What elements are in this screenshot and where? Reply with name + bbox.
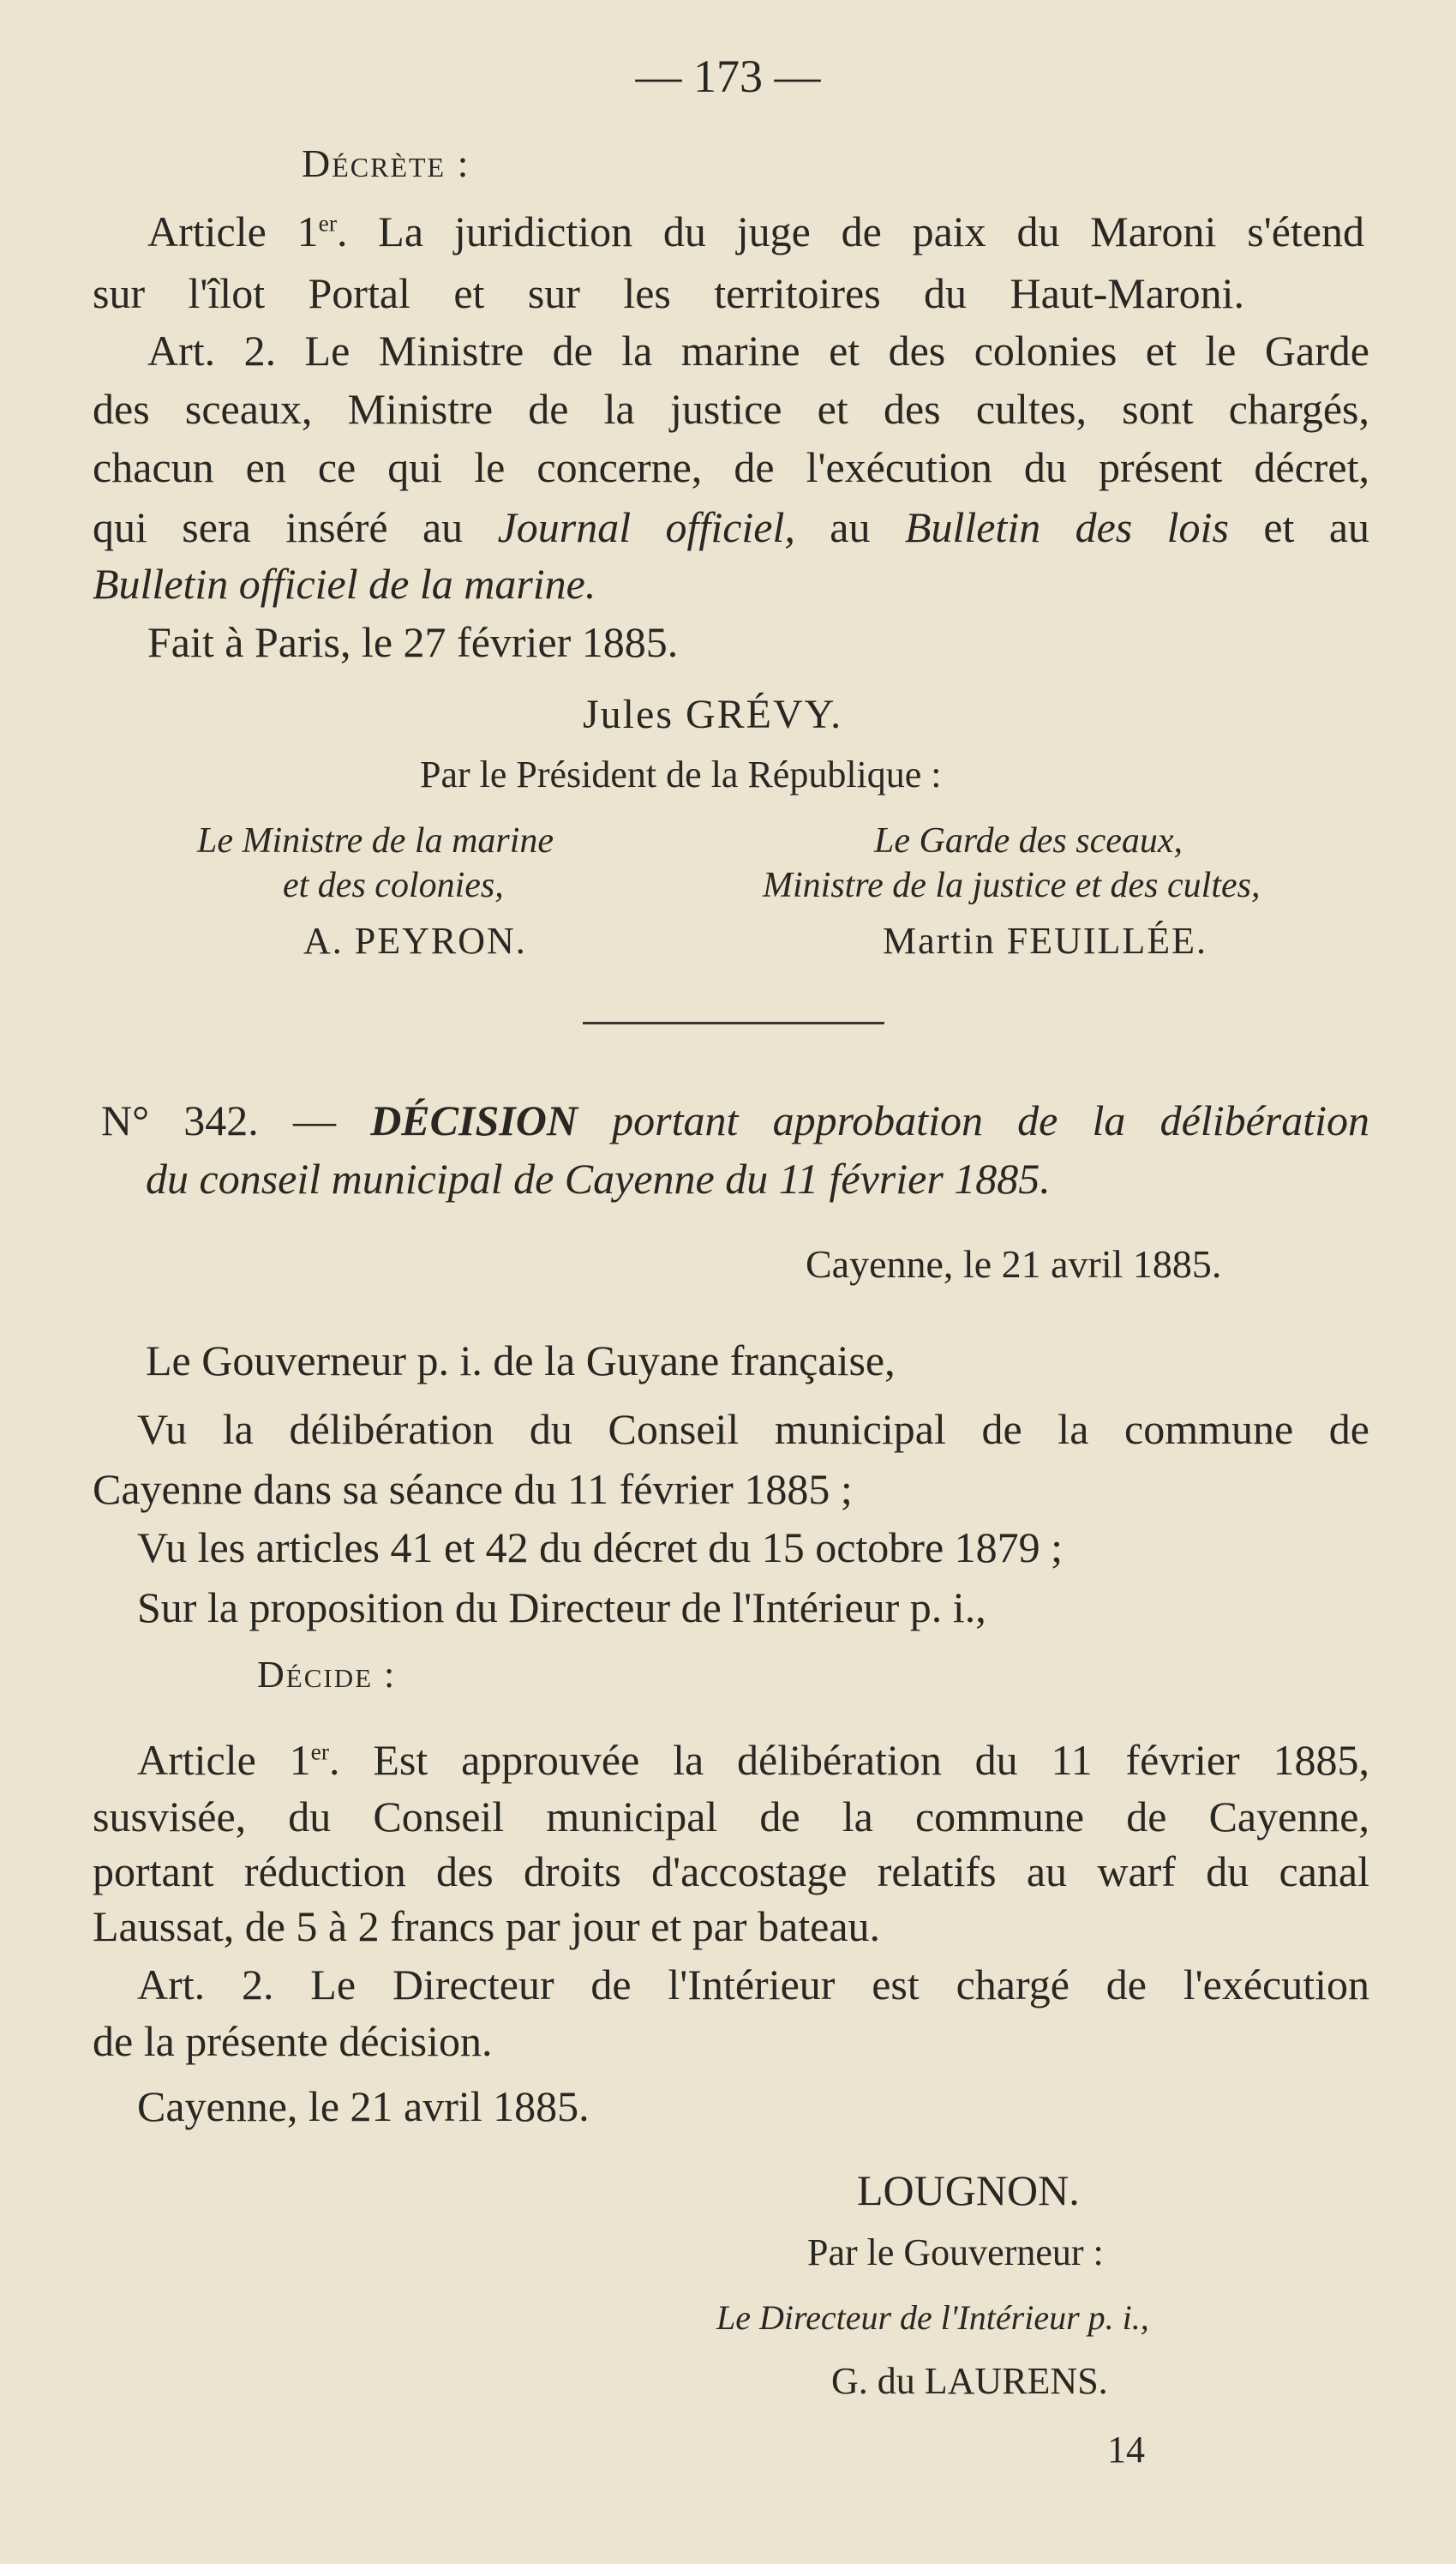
director-name: G. du LAURENS. xyxy=(831,2360,1108,2402)
consideration-1-line1: Vu la délibération du Conseil municipal de la commune de xyxy=(137,1405,1369,1453)
director-title: Le Directeur de l'Intérieur p. i., xyxy=(716,2298,1149,2337)
decision-article1-prefix: Article 1 xyxy=(137,1736,311,1784)
decree-article2-line1: Art. 2. Le Ministre de la marine et des colonies et le Garde xyxy=(147,327,1369,375)
left-sig-name: A. PEYRON. xyxy=(303,920,527,962)
decision-article2-line1: Art. 2. Le Directeur de l'Intérieur est chargé de l'exécution xyxy=(137,1961,1369,2009)
by-president: Par le Président de la République : xyxy=(420,754,942,796)
right-sig-title2: Ministre de la justice et des cultes, xyxy=(763,866,1261,905)
decision-signatory: LOUGNON. xyxy=(857,2166,1080,2214)
decree-line4-a: qui sera inséré au xyxy=(93,503,464,551)
decision-heading-rest: portant approbation de la délibération xyxy=(612,1096,1370,1144)
decision-heading-line2: du conseil municipal de Cayenne du 11 février 1885. xyxy=(146,1155,1051,1203)
decree-article1-rest: . La juridiction du juge de paix du Maroni s'étend xyxy=(337,207,1364,255)
decision-article1-line4: Laussat, de 5 à 2 francs par jour et par bateau. xyxy=(93,1902,881,1950)
decision-article1-line3: portant réduction des droits d'accostage relatifs au warf du canal xyxy=(93,1847,1369,1895)
by-governor: Par le Gouverneur : xyxy=(807,2231,1104,2273)
consideration-3: Sur la proposition du Directeur de l'Intérieur p. i., xyxy=(137,1583,986,1631)
signature-mark: 14 xyxy=(1107,2429,1145,2471)
decree-article1-prefix: Article 1 xyxy=(147,207,319,255)
decree-line4-c: au xyxy=(830,503,871,551)
decision-heading-line1 xyxy=(101,1096,1370,1144)
bulletin-officiel-marine: Bulletin officiel de la marine. xyxy=(93,560,596,608)
decree-article2-line2: des sceaux, Ministre de la justice et des cultes, sont chargés, xyxy=(93,385,1369,433)
decree-article1-line1 xyxy=(147,207,1364,255)
decree-signatory: Jules GRÉVY. xyxy=(583,692,843,737)
decision-article1-rest: . Est approuvée la délibération du 11 février 1885, xyxy=(329,1736,1369,1784)
decision-number: N° 342. — xyxy=(101,1096,336,1144)
decision-article1-line1 xyxy=(137,1736,1369,1784)
right-sig-name: Martin FEUILLÉE. xyxy=(883,920,1208,962)
decree-article1-line2: sur l'îlot Portal et sur les territoires du Haut-Maroni. xyxy=(93,269,1244,317)
decision-article2-line2: de la présente décision. xyxy=(93,2017,493,2065)
left-sig-title1: Le Ministre de la marine xyxy=(197,821,554,861)
bulletin-des-lois: Bulletin des lois xyxy=(904,503,1229,551)
decision-article1-line2: susvisée, du Conseil municipal de la commune de Cayenne, xyxy=(93,1792,1369,1840)
section-divider xyxy=(583,1022,884,1024)
decision-dateline: Cayenne, le 21 avril 1885. xyxy=(806,1242,1222,1286)
page-number: — 173 — xyxy=(635,51,821,102)
journal-officiel: Journal officiel, xyxy=(497,503,795,551)
right-sig-title1: Le Garde des sceaux, xyxy=(874,821,1183,861)
decrete-label: Décrète : xyxy=(302,141,470,185)
decree-article1-sup: er xyxy=(318,209,337,237)
consideration-1-line2: Cayenne dans sa séance du 11 février 1885 ; xyxy=(93,1465,853,1513)
decision-done-at: Cayenne, le 21 avril 1885. xyxy=(137,2082,590,2130)
consideration-2: Vu les articles 41 et 42 du décret du 15 octobre 1879 ; xyxy=(137,1523,1064,1571)
decree-line4-e: et au xyxy=(1263,503,1370,551)
decision-heading-caps: DÉCISION xyxy=(370,1096,578,1144)
decide-label: Décide : xyxy=(257,1654,397,1696)
decision-article1-sup: er xyxy=(310,1738,330,1765)
decree-article2-line4 xyxy=(93,503,1370,551)
decision-issuer: Le Gouverneur p. i. de la Guyane française, xyxy=(146,1336,896,1384)
decree-article2-line3: chacun en ce qui le concerne, de l'exécution du présent décret, xyxy=(93,443,1369,491)
left-sig-title2: et des colonies, xyxy=(283,866,504,905)
decree-done-at: Fait à Paris, le 27 février 1885. xyxy=(147,618,679,666)
